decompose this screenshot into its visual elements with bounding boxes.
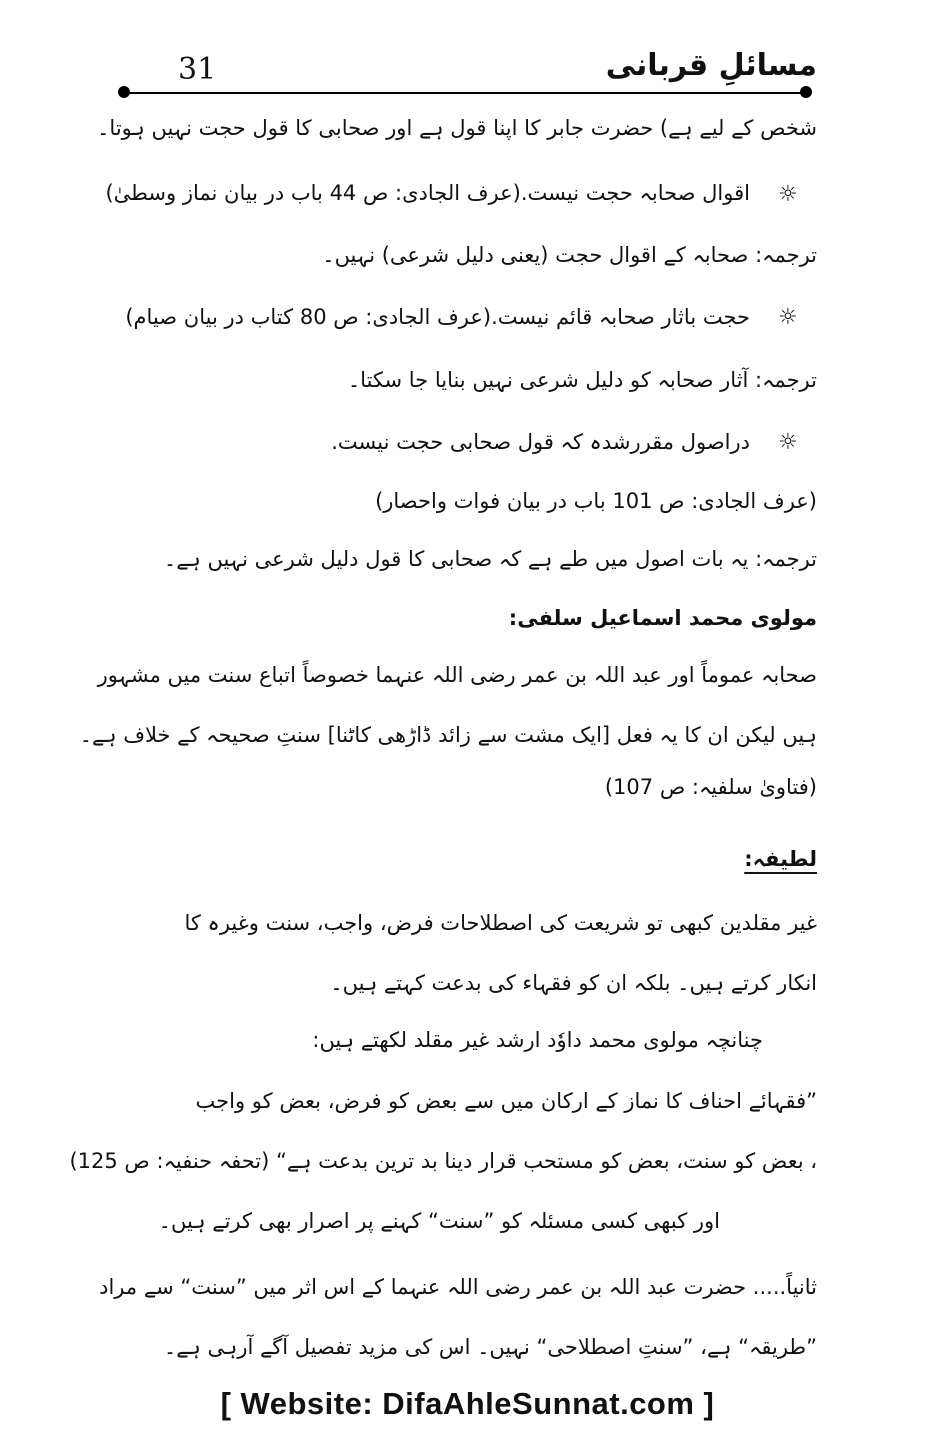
text-line: ہیں لیکن ان کا یہ فعل [ایک مشت سے زائد ڈاڑھی کاٹنا] سنتِ صحیحہ کے خلاف ہے۔ (79, 723, 817, 747)
text-line: ”طریقہ“ ہے، ”سنتِ اصطلاحی“ نہیں۔ اس کی مزید تفصیل آگے آرہی ہے۔ (163, 1335, 817, 1359)
text-line: چنانچہ مولوی محمد داوٗد ارشد غیر مقلد لکھتے ہیں: (312, 1028, 763, 1052)
header-rule (124, 92, 808, 94)
text-line: انکار کرتے ہیں۔ بلکہ ان کو فقہاء کی بدعت کہتے ہیں۔ (330, 971, 817, 995)
text-line: صحابہ عموماً اور عبد اللہ بن عمر رضی اللہ عنہما خصوصاً اتباع سنت میں مشہور (97, 663, 817, 687)
reference-line: (فتاویٰ سلفیہ: ص 107) (604, 775, 817, 799)
reference-line: (عرف الجادی: ص 101 باب در بیان فوات واحصار) (375, 489, 817, 513)
translation-line: ترجمہ: آثار صحابہ کو دلیل شرعی نہیں بنایا جا سکتا۔ (347, 368, 817, 392)
text-line: شخص کے لیے ہے) حضرت جابر کا اپنا قول ہے اور صحابی کا قول حجت نہیں ہوتا۔ (97, 116, 817, 140)
bullet-star-icon: ☼ (778, 182, 798, 207)
quote-line: دراصول مقررشدہ کہ قول صحابی حجت نیست. (331, 430, 750, 454)
translation-line: ترجمہ: یہ بات اصول میں طے ہے کہ صحابی کا قول دلیل شرعی نہیں ہے۔ (163, 547, 817, 571)
quote-line: حجت باثار صحابہ قائم نیست.(عرف الجادی: ص 80 کتاب در بیان صیام) (125, 305, 750, 329)
website-footer: [ Website: DifaAhleSunnat.com ] (220, 1386, 715, 1421)
quote-line: اقوال صحابہ حجت نیست.(عرف الجادی: ص 44 باب در بیان نماز وسطیٰ) (105, 181, 750, 205)
text-line: ثانیاً..... حضرت عبد اللہ بن عمر رضی اللہ عنہما کے اس اثر میں ”سنت“ سے مراد (99, 1275, 817, 1299)
page-number: 31 (178, 52, 217, 87)
text-line: اور کبھی کسی مسئلہ کو ”سنت“ کہنے پر اصرار بھی کرتے ہیں۔ (158, 1209, 720, 1233)
rule-dot-right (800, 86, 812, 98)
text-line: غیر مقلدین کبھی تو شریعت کی اصطلاحات فرض، واجب، سنت وغیرہ کا (184, 911, 817, 935)
bullet-star-icon: ☼ (778, 305, 798, 330)
text-line: ، بعض کو سنت، بعض کو مستحب قرار دینا بد ترین بدعت ہے“ (تحفہ حنفیہ: ص 125) (69, 1149, 817, 1173)
book-title: مسائلِ قربانی (605, 48, 817, 83)
bullet-star-icon: ☼ (778, 430, 798, 455)
section-heading: مولوی محمد اسماعیل سلفی: (508, 606, 817, 630)
section-heading: لطیفہ: (744, 847, 817, 871)
text-line: ”فقہائے احناف کا نماز کے ارکان میں سے بعض کو فرض، بعض کو واجب (195, 1089, 817, 1113)
translation-line: ترجمہ: صحابہ کے اقوال حجت (یعنی دلیل شرعی) نہیں۔ (322, 243, 817, 267)
